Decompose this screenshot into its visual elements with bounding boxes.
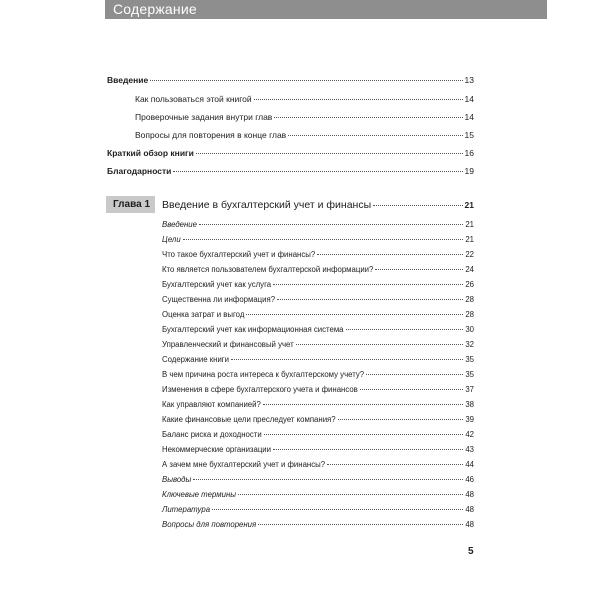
toc-entry-page: 37 — [465, 385, 474, 394]
leader-dots — [246, 314, 463, 315]
toc-entry-label: Введение — [107, 75, 149, 85]
leader-dots — [264, 434, 464, 435]
toc-entry[interactable] — [162, 278, 474, 292]
leader-dots — [193, 479, 463, 480]
header-bar — [105, 0, 547, 19]
leader-dots — [366, 374, 463, 375]
toc-entry-label: Оценка затрат и выгод — [162, 310, 245, 319]
chapter-title-entry[interactable] — [162, 197, 474, 213]
leader-dots — [258, 524, 463, 525]
toc-entry-label: Выводы — [162, 475, 192, 484]
toc-entry[interactable] — [162, 413, 474, 427]
toc-entry[interactable] — [162, 473, 474, 487]
toc-entry-label: Бухгалтерский учет как информационная система — [162, 325, 344, 334]
leader-dots — [327, 464, 463, 465]
toc-entry[interactable] — [162, 428, 474, 442]
toc-entry-label: В чем причина роста интереса к бухгалтерскому учету? — [162, 370, 365, 379]
toc-entry-page: 28 — [465, 310, 474, 319]
toc-entry-page: 48 — [465, 505, 474, 514]
toc-entry-review-questions[interactable] — [135, 128, 474, 142]
leader-dots — [277, 299, 463, 300]
toc-entry-label: Благодарности — [107, 166, 172, 176]
toc-entry-page: 46 — [465, 475, 474, 484]
leader-dots — [274, 117, 462, 118]
toc-entry[interactable] — [162, 503, 474, 517]
toc-entry-label: Управленческий и финансовый учет — [162, 340, 294, 349]
toc-entry[interactable] — [162, 518, 474, 532]
toc-entry[interactable] — [162, 248, 474, 262]
toc-entry-page: 38 — [465, 400, 474, 409]
leader-dots — [288, 135, 462, 136]
toc-entry-page: 21 — [465, 220, 474, 229]
toc-entry-label: Вопросы для повторения в конце глав — [135, 130, 287, 140]
toc-entry[interactable] — [162, 233, 474, 247]
leader-dots — [150, 80, 462, 81]
toc-entry-page: 48 — [465, 490, 474, 499]
toc-entry-page: 30 — [465, 325, 474, 334]
toc-entry-label: Баланс риска и доходности — [162, 430, 262, 439]
toc-entry-label: Некоммерческие организации — [162, 445, 272, 454]
toc-entry-label: Краткий обзор книги — [107, 148, 194, 158]
toc-entry-acknowledgements[interactable] — [107, 164, 474, 178]
page-title: Содержание — [113, 1, 197, 17]
toc-entry-label: Бухгалтерский учет как услуга — [162, 280, 272, 289]
toc-entry[interactable] — [162, 338, 474, 352]
leader-dots — [263, 404, 463, 405]
leader-dots — [173, 171, 462, 172]
toc-entry-page: 19 — [464, 166, 474, 176]
toc-entry[interactable] — [162, 398, 474, 412]
toc-entry-page: 26 — [465, 280, 474, 289]
leader-dots — [254, 99, 463, 100]
leader-dots — [273, 449, 463, 450]
chapter-page: 21 — [464, 200, 474, 210]
toc-entry[interactable] — [162, 488, 474, 502]
toc-entry-page: 43 — [465, 445, 474, 454]
toc-entry[interactable] — [162, 458, 474, 472]
leader-dots — [375, 269, 463, 270]
toc-entry-page: 32 — [465, 340, 474, 349]
toc-entry-page: 24 — [465, 265, 474, 274]
toc-entry-label: Содержание книги — [162, 355, 230, 364]
toc-entry-page: 14 — [464, 112, 474, 122]
leader-dots — [196, 153, 463, 154]
toc-entry[interactable] — [162, 368, 474, 382]
leader-dots — [238, 494, 463, 495]
toc-entry[interactable] — [162, 218, 474, 232]
toc-entry-label: Введение — [162, 220, 197, 229]
toc-entry-label: Вопросы для повторения — [162, 520, 257, 529]
leader-dots — [317, 254, 463, 255]
leader-dots — [360, 389, 464, 390]
leader-dots — [296, 344, 464, 345]
toc-entry-how-to-use[interactable] — [135, 92, 474, 106]
chapter-badge — [106, 196, 155, 213]
toc-entry-page: 21 — [465, 235, 474, 244]
toc-entry-page: 35 — [465, 370, 474, 379]
toc-entry-page: 28 — [465, 295, 474, 304]
toc-entry-label: Как управляют компанией? — [162, 400, 261, 409]
leader-dots — [199, 224, 463, 225]
toc-entry-introduction[interactable] — [107, 73, 474, 87]
leader-dots — [338, 419, 464, 420]
toc-entry[interactable] — [162, 443, 474, 457]
toc-entry-label: Литература — [162, 505, 211, 514]
toc-entry[interactable] — [162, 308, 474, 322]
toc-entry-label: Какие финансовые цели преследует компания? — [162, 415, 336, 424]
toc-entry[interactable] — [162, 293, 474, 307]
leader-dots — [346, 329, 464, 330]
toc-entry-label: Ключевые термины — [162, 490, 236, 499]
toc-entry-page: 15 — [464, 130, 474, 140]
toc-entry-check-tasks[interactable] — [135, 110, 474, 124]
toc-entry-page: 22 — [465, 250, 474, 259]
toc-entry-page: 16 — [464, 148, 474, 158]
toc-entry-label: Цели — [162, 235, 181, 244]
leader-dots — [373, 205, 462, 206]
toc-entry-label: Существенна ли информация? — [162, 295, 276, 304]
toc-entry[interactable] — [162, 353, 474, 367]
toc-entry-page: 42 — [465, 430, 474, 439]
toc-entry-page: 35 — [465, 355, 474, 364]
leader-dots — [273, 284, 463, 285]
toc-entry[interactable] — [162, 323, 474, 337]
toc-entry-page: 13 — [464, 75, 474, 85]
toc-entry-label: Кто является пользователем бухгалтерской информации? — [162, 265, 374, 274]
leader-dots — [231, 359, 463, 360]
toc-entry[interactable] — [162, 263, 474, 277]
leader-dots — [183, 239, 464, 240]
toc-entry[interactable] — [162, 383, 474, 397]
toc-entry-label: Изменения в сфере бухгалтерского учета и финансов — [162, 385, 358, 394]
toc-entry-label: Проверочные задания внутри глав — [135, 112, 273, 122]
toc-entry-label: Что такое бухгалтерский учет и финансы? — [162, 250, 316, 259]
toc-entry-page: 44 — [465, 460, 474, 469]
chapter-title: Введение в бухгалтерский учет и финансы — [162, 199, 372, 211]
chapter-badge-label: Глава 1 — [113, 199, 151, 210]
toc-entry-label: Как пользоваться этой книгой — [135, 94, 252, 104]
toc-entry-page: 48 — [465, 520, 474, 529]
toc-entry-page: 14 — [464, 94, 474, 104]
page-number: 5 — [468, 546, 474, 557]
toc-entry-page: 39 — [465, 415, 474, 424]
leader-dots — [212, 509, 463, 510]
toc-entry-overview[interactable] — [107, 146, 474, 160]
toc-entry-label: А зачем мне бухгалтерский учет и финансы? — [162, 460, 326, 469]
